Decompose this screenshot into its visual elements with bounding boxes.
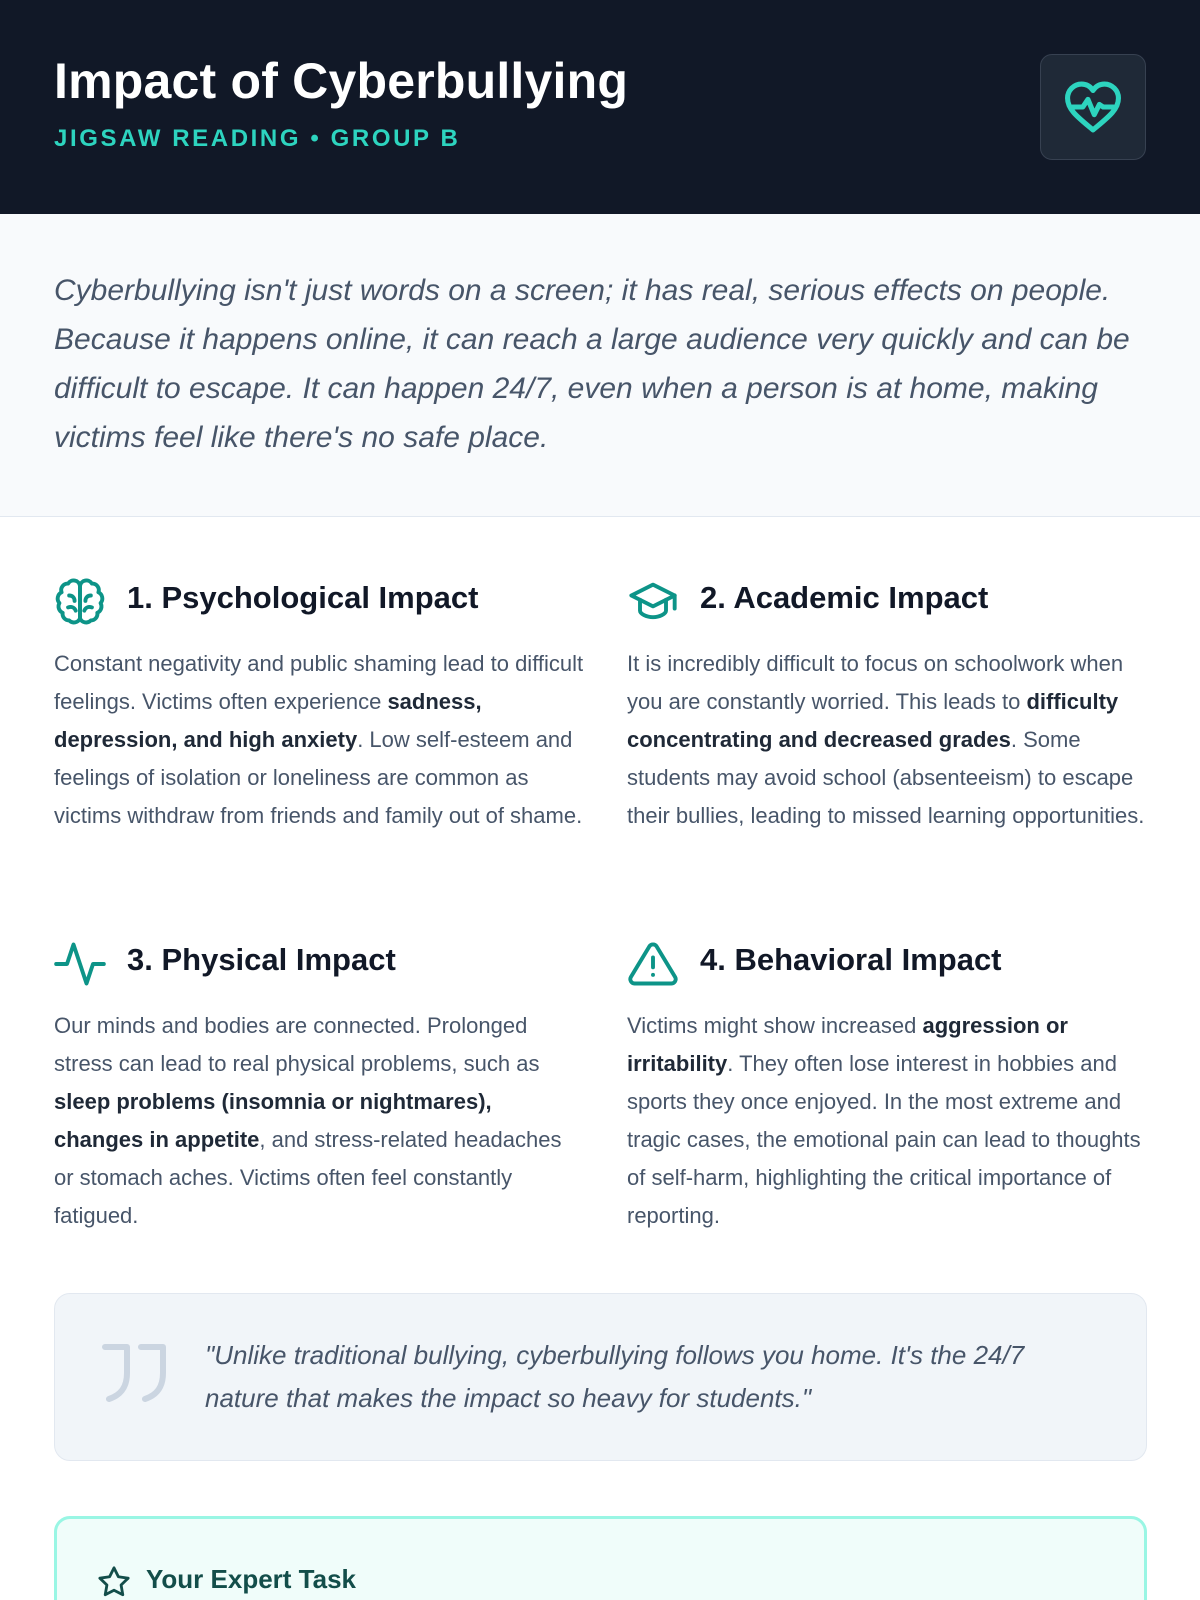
section-header	[627, 570, 1157, 630]
section-body	[627, 645, 1157, 835]
body-highlight: sleep problems (insomnia or nightmares), changes in appetite	[54, 1089, 492, 1152]
brain-icon	[54, 576, 106, 628]
page-subtitle: JIGSAW READING • GROUP B	[54, 125, 461, 152]
section-body	[54, 645, 584, 835]
graduation-cap-icon	[627, 576, 679, 628]
section-header	[54, 932, 584, 992]
quote-text: "Unlike traditional bullying, cyberbullying follows you home. It's the 24/7 nature that makes the impact so heavy for students."	[205, 1340, 1025, 1413]
task-title: Your Expert Task	[146, 1564, 356, 1594]
body-text: . Some students may avoid school (absenteeism) to escape their bullies, leading to missed learning opportunities.	[627, 727, 1145, 828]
section-body	[54, 1007, 584, 1235]
section-academic	[627, 570, 1157, 880]
section-title: 4. Behavioral Impact	[700, 942, 1002, 977]
section-header	[627, 932, 1157, 992]
section-body	[627, 1007, 1157, 1235]
body-highlight: difficulty concentrating and decreased grades	[627, 689, 1119, 752]
body-text: Victims might show increased	[627, 1013, 923, 1038]
expert-task-panel	[54, 1516, 1147, 1600]
intro-text: Cyberbullying isn't just words on a screen; it has real, serious effects on people. Because it happens online, it can reach a large audience very quickly and can be difficult to escape. It can happen 24/7, even when a person is at home, making victims feel like there's no safe place.	[54, 274, 1130, 454]
quote-callout	[54, 1293, 1147, 1461]
intro-panel	[0, 214, 1200, 517]
section-title: 2. Academic Impact	[700, 580, 989, 615]
section-psychological	[54, 570, 584, 880]
body-highlight: sadness, depression, and high anxiety	[54, 689, 482, 752]
page-header	[0, 0, 1200, 214]
section-title: 1. Psychological Impact	[127, 580, 479, 615]
section-physical	[54, 932, 584, 1242]
star-icon	[97, 1565, 131, 1599]
page-title: Impact of Cyberbullying	[54, 53, 629, 109]
body-text: . They often lose interest in hobbies and sports they once enjoyed. In the most extreme and tragic cases, the emotional pain can lead to thoughts of self-harm, highlighting the critical importance of reporting.	[627, 1051, 1141, 1228]
heart-pulse-icon	[1062, 79, 1124, 135]
body-highlight: aggression or irritability	[627, 1013, 1068, 1076]
quote-icon	[99, 1340, 171, 1410]
body-text: It is incredibly difficult to focus on schoolwork when you are constantly worried. This leads to	[627, 651, 1124, 714]
body-text: , and stress-related headaches or stomach aches. Victims often feel constantly fatigued.	[54, 1127, 562, 1228]
body-text: . Low self-esteem and feelings of isolation or loneliness are common as victims withdraw from friends and family out of shame.	[54, 727, 583, 828]
body-text: Our minds and bodies are connected. Prolonged stress can lead to real physical problems, such as	[54, 1013, 540, 1076]
section-behavioral	[627, 932, 1157, 1242]
body-text: Constant negativity and public shaming lead to difficult feelings. Victims often experience	[54, 651, 584, 714]
activity-icon	[54, 938, 106, 990]
heart-badge	[1040, 54, 1146, 160]
warning-triangle-icon	[627, 938, 679, 990]
section-title: 3. Physical Impact	[127, 942, 396, 977]
section-header	[54, 570, 584, 630]
